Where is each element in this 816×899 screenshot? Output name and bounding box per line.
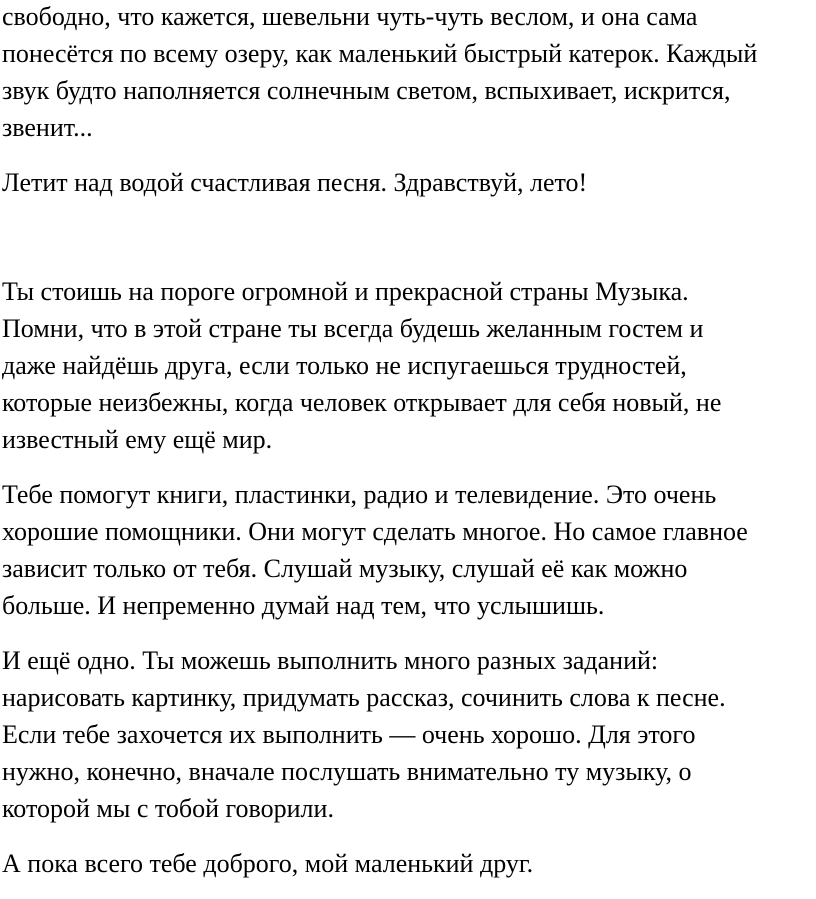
text-line: А пока всего тебе доброго, мой маленький друг.	[2, 849, 534, 878]
text-line: больше. И непременно думай над тем, что услышишь.	[2, 591, 605, 620]
paragraph-2	[2, 164, 587, 201]
text-line: даже найдёшь друга, если только не испугаешься трудностей,	[2, 351, 687, 380]
text-line: известный ему ещё мир.	[2, 425, 273, 454]
text-line: И ещё одно. Ты можешь выполнить много разных заданий:	[2, 646, 659, 675]
text-line: зависит только от тебя. Слушай музыку, слушай её как можно	[2, 554, 688, 583]
paragraph-1	[2, 0, 757, 146]
text-line: свободно, что кажется, шевельни чуть-чуть веслом, и она сама	[2, 2, 698, 31]
text-line: которые неизбежны, когда человек открывает для себя новый, не	[2, 388, 722, 417]
paragraph-5	[2, 642, 726, 827]
paragraph-4	[2, 476, 748, 624]
text-line: Летит над водой счастливая песня. Здравствуй, лето!	[2, 168, 588, 197]
text-line: звенит...	[2, 113, 93, 142]
text-line: Если тебе захочется их выполнить — очень хорошо. Для этого	[2, 720, 696, 749]
text-line: нарисовать картинку, придумать рассказ, сочинить слова к песне.	[2, 683, 726, 712]
text-line: которой мы с тобой говорили.	[2, 794, 334, 823]
text-line: понесётся по всему озеру, как маленький быстрый катерок. Каждый	[2, 39, 758, 68]
text-line: нужно, конечно, вначале послушать внимательно ту музыку, о	[2, 757, 692, 786]
text-line: Ты стоишь на пороге огромной и прекрасной страны Музыка.	[2, 277, 689, 306]
text-line: Помни, что в этой стране ты всегда будешь желанным гостем и	[2, 314, 704, 343]
text-line: Тебе помогут книги, пластинки, радио и телевидение. Это очень	[2, 480, 717, 509]
text-line: хорошие помощники. Они могут сделать многое. Но самое главное	[2, 517, 748, 546]
paragraph-6	[2, 845, 533, 882]
paragraph-3	[2, 273, 721, 458]
text-line: звук будто наполняется солнечным светом, вспыхивает, искрится,	[2, 76, 731, 105]
